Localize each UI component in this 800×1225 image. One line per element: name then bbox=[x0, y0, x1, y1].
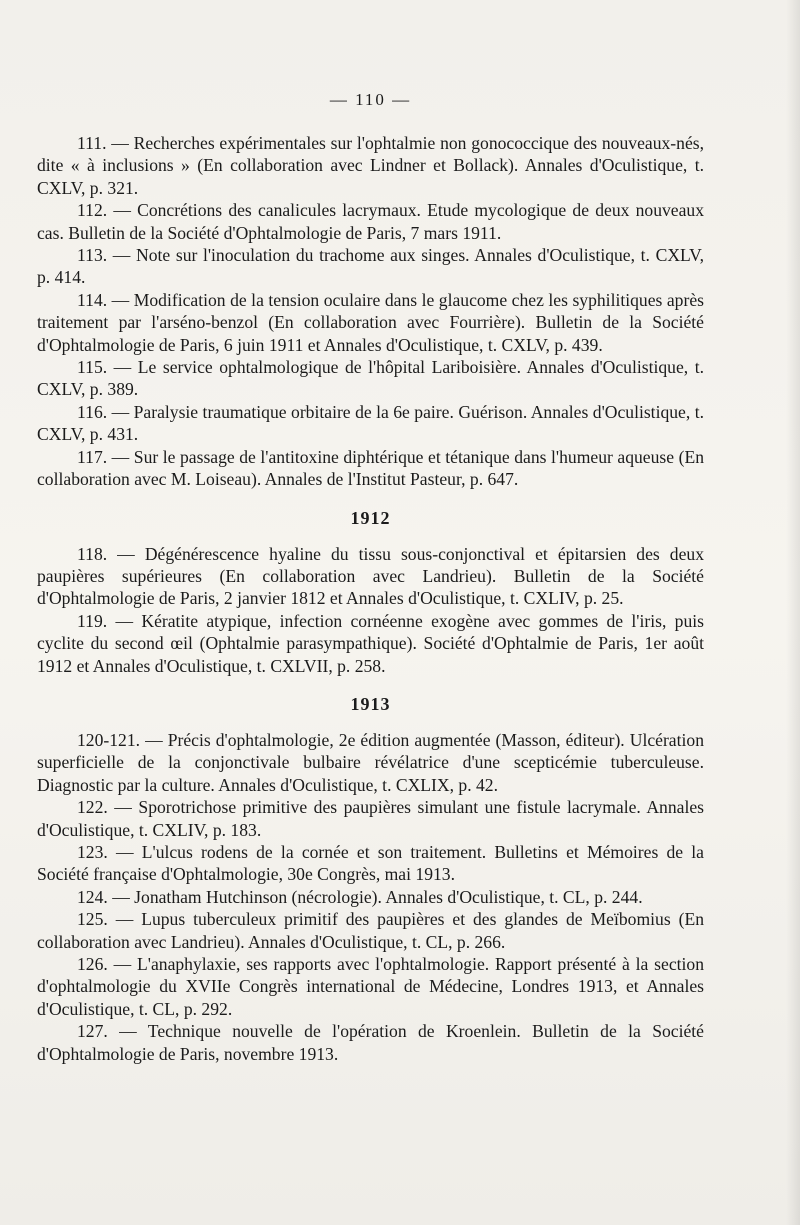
bibliography-entry-116: 116. — Paralysie traumatique orbitaire de la 6e paire. Guérison. Annales d'Oculistique, t. CXLV, p. 431. bbox=[37, 401, 704, 445]
bibliography-entry-113: 113. — Note sur l'inoculation du trachome aux singes. Annales d'Oculistique, t. CXLV, p. 414. bbox=[37, 245, 704, 288]
bibliography-entry-123: 123. — L'ulcus rodens de la cornée et son traitement. Bulletins et Mémoires de la Société française d'Ophtalmologie, 30e Congrès, mai 1913. bbox=[37, 841, 704, 885]
bibliography-entry-118: 118. — Dégénérescence hyaline du tissu sous-conjonctival et épitarsien des deux paupières supérieures (En collaboration avec Landrieu). Bulletin de la Société d'Ophtalmologie de Paris, 2 janvier 1812 et Annales d'Oculistique, t. CXLIV, p. 25. bbox=[37, 543, 704, 609]
bibliography-entry-117: 117. — Sur le passage de l'antitoxine diphtérique et tétanique dans l'humeur aqueuse (En collaboration avec M. Loiseau). Annales de l'Institut Pasteur, p. 647. bbox=[37, 446, 704, 490]
bibliography-entry-112: 112. — Concrétions des canalicules lacrymaux. Etude mycologique de deux nouveaux cas. Bulletin de la Société d'Ophtalmologie de Paris, 7 mars 1911. bbox=[37, 200, 704, 243]
bibliography-entry-115: 115. — Le service ophtalmologique de l'hôpital Lariboisière. Annales d'Oculistique, t. CXLV, p. 389. bbox=[37, 357, 704, 400]
page-edge-shadow bbox=[786, 0, 800, 1225]
bibliography-entry-125: 125. — Lupus tuberculeux primitif des paupières et des glandes de Meïbomius (En collaboration avec Landrieu). Annales d'Oculistique, t. CL, p. 266. bbox=[37, 909, 704, 952]
bibliography-entry-124: 124. — Jonatham Hutchinson (nécrologie). Annales d'Oculistique, t. CL, p. 244. bbox=[77, 886, 643, 907]
page-number: — 110 — bbox=[329, 90, 412, 109]
bibliography-entry-111: 111. — Recherches expérimentales sur l'ophtalmie non gonococcique des nouveaux-nés, dite « à inclusions » (En collaboration avec Lindner et Bollack). Annales d'Oculistique, t. CXLV, p. 321. bbox=[37, 133, 704, 198]
year-heading-1913: 1913 bbox=[350, 693, 391, 714]
year-heading-1912: 1912 bbox=[350, 507, 391, 528]
bibliography-entry-120-121: 120-121. — Précis d'ophtalmologie, 2e édition augmentée (Masson, éditeur). Ulcération superficielle de la conjonctivale bulbaire révélatrice d'une scepticémie tuberculeuse. Diagnostic par la culture. Annales d'Oculistique, t. CXLIX, p. 42. bbox=[37, 729, 704, 795]
bibliography-entry-127: 127. — Technique nouvelle de l'opération de Kroenlein. Bulletin de la Société d'Ophtalmologie de Paris, novembre 1913. bbox=[37, 1021, 704, 1064]
bibliography-entry-126: 126. — L'anaphylaxie, ses rapports avec l'ophtalmologie. Rapport présenté à la section d'ophtalmologie du XVIIe Congrès international de Médecine, Londres 1913, et Annales d'Oculistique, t. CL, p. 292. bbox=[37, 954, 704, 1019]
bibliography-entry-119: 119. — Kératite atypique, infection cornéenne exogène avec gommes de l'iris, puis cyclite du second œil (Ophtalmie parasympathique). Société d'Ophtalmie de Paris, 1er août 1912 et Annales d'Oculistique, t. CXLVII, p. 258. bbox=[37, 610, 704, 676]
bibliography-entry-114: 114. — Modification de la tension oculaire dans le glaucome chez les syphilitiques après traitement par l'arséno-benzol (En collaboration avec Fourrière). Bulletin de la Société d'Ophtalmologie de Paris, 6 juin 1911 et Annales d'Oculistique, t. CXLV, p. 439. bbox=[37, 289, 704, 355]
bibliography-list bbox=[37, 132, 704, 1065]
bibliography-entry-122: 122. — Sporotrichose primitive des paupières simulant une fistule lacrymale. Annales d'Oculistique, t. CXLIV, p. 183. bbox=[37, 797, 704, 840]
